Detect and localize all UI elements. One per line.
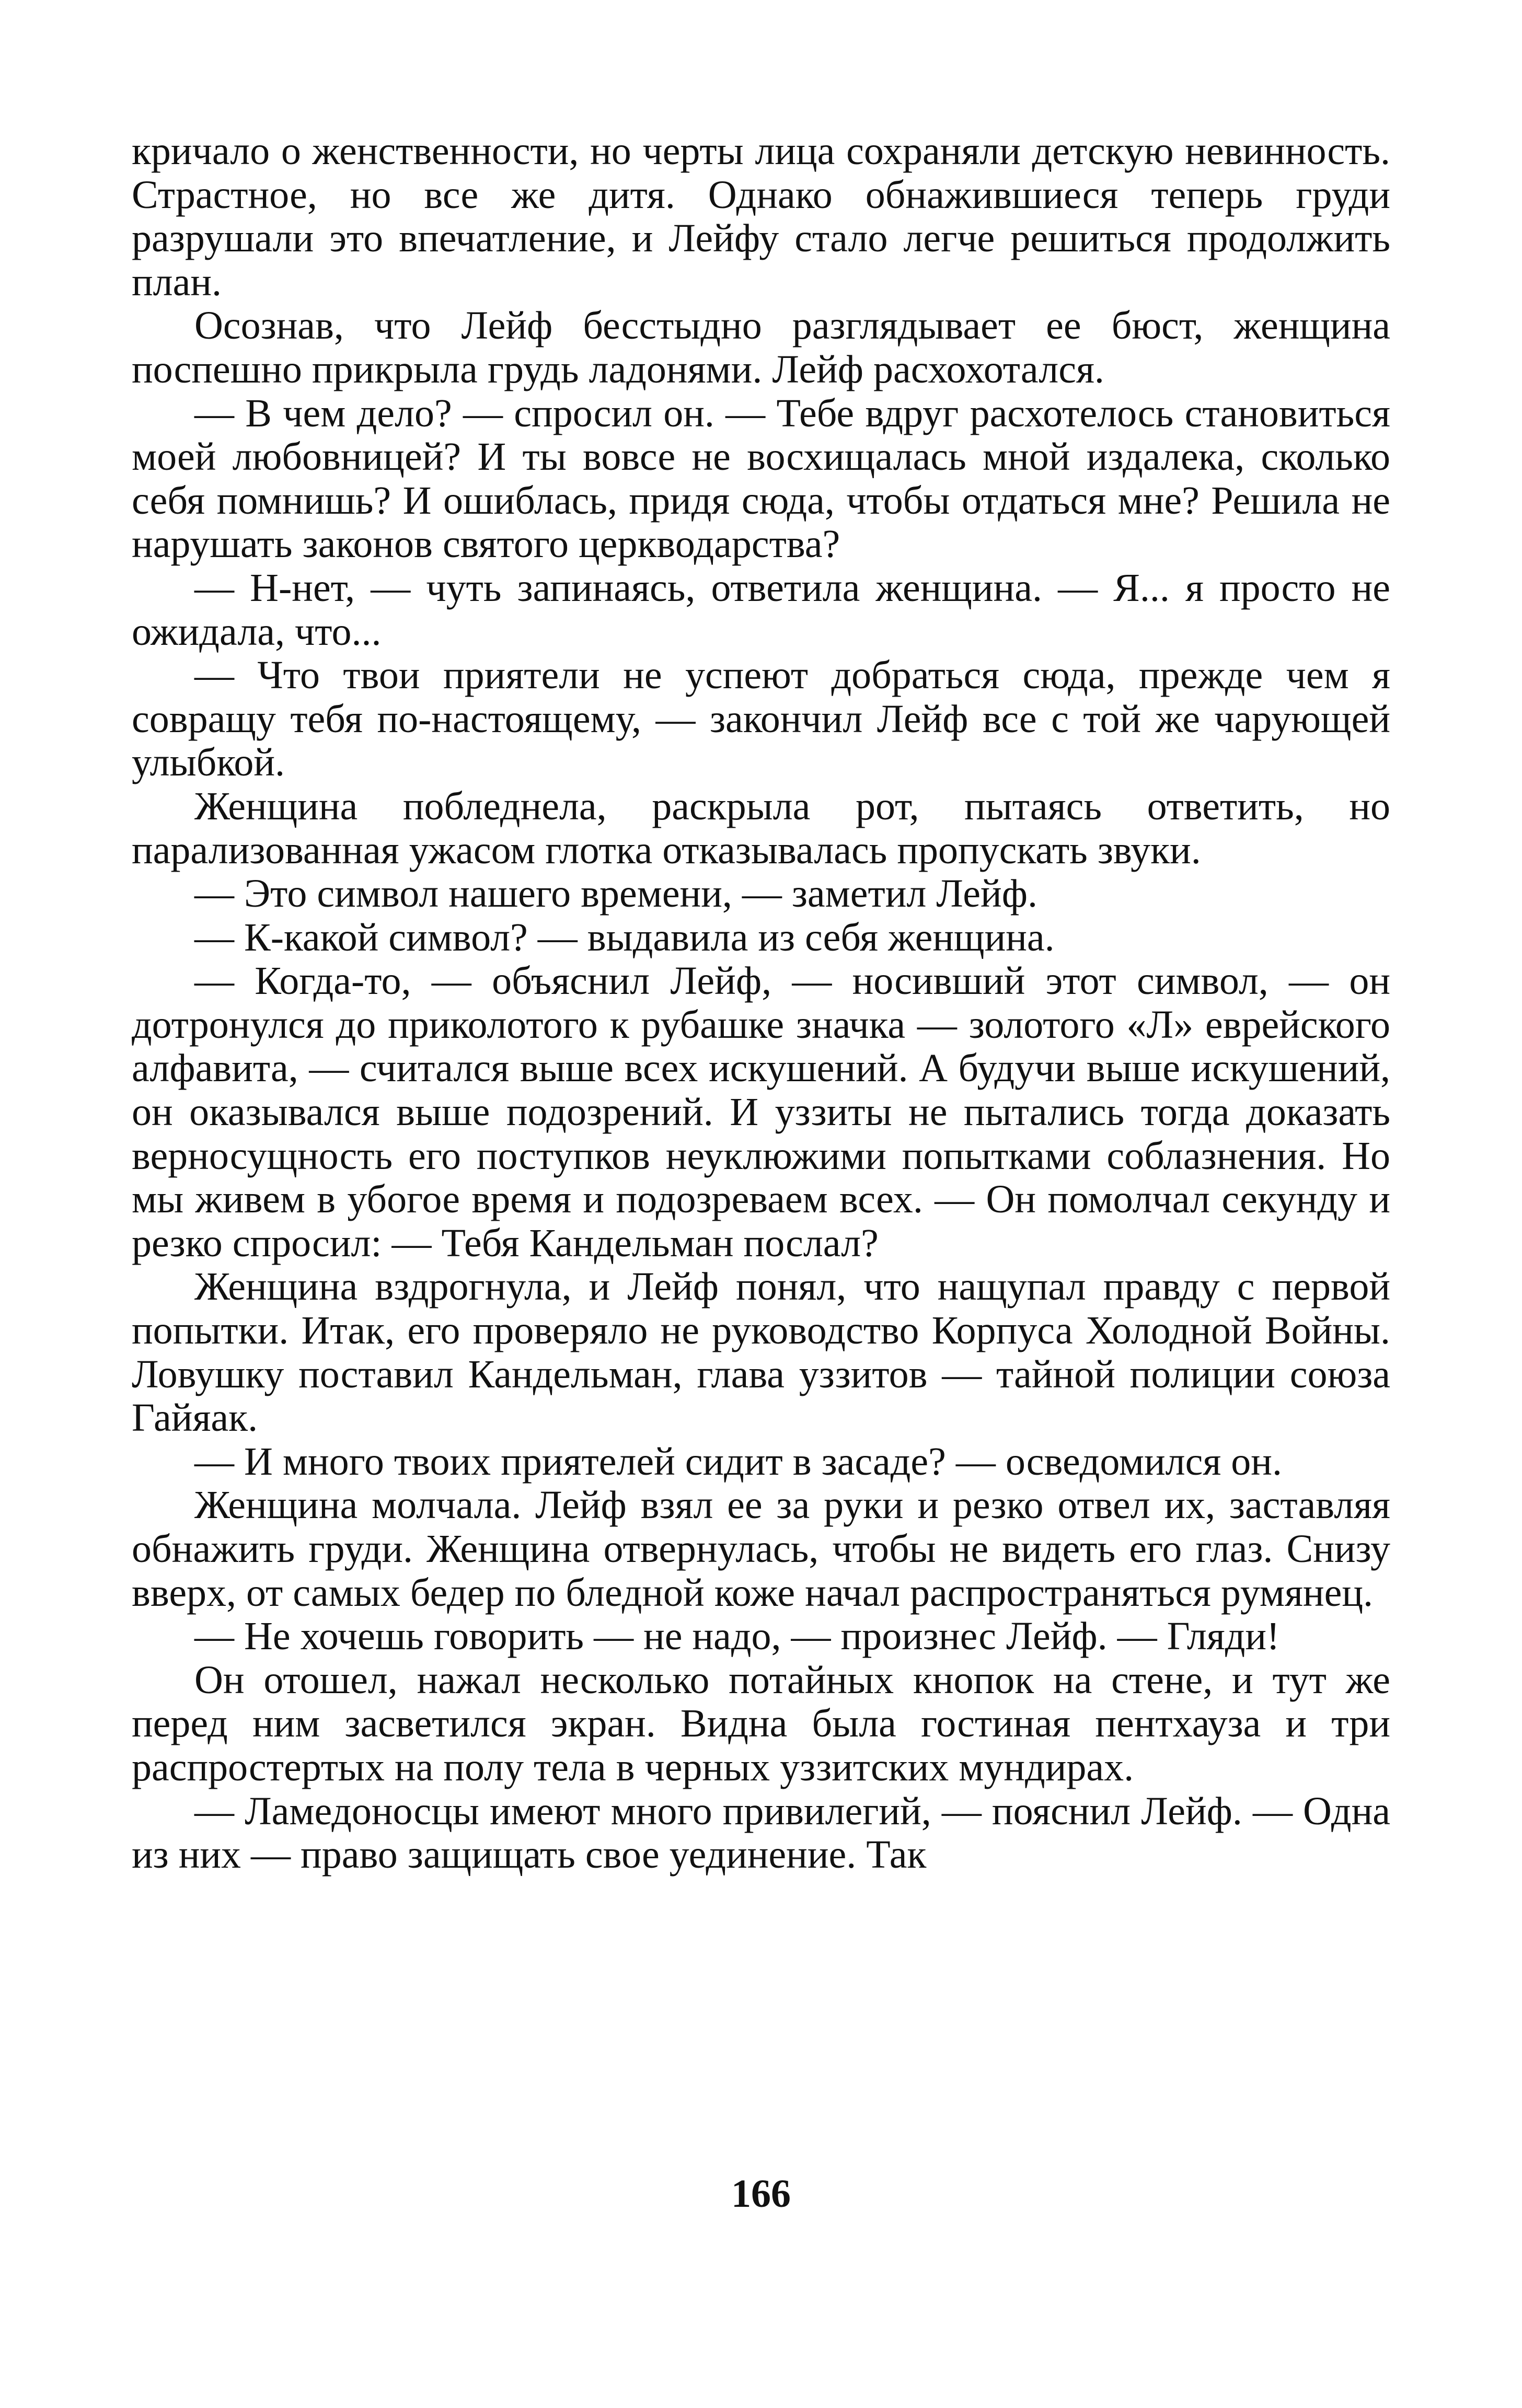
paragraph: — Н-нет, — чуть запинаясь, ответила женщина. — Я... я просто не ожидала, что... — [132, 565, 1390, 654]
paragraph: — К-какой символ? — выдавила из себя женщина. — [194, 915, 1055, 959]
paragraph: — Не хочешь говорить — не надо, — произнес Лейф. — Гляди! — [194, 1614, 1280, 1659]
paragraph: — В чем дело? — спросил он. — Тебе вдруг расхотелось становиться моей любовницей? И ты вовсе не восхищалась мной издалека, сколько себя помнишь? И ошиблась, придя сюда, чтобы отдаться мне? Решила не нарушать законов святого церкводарства? — [132, 391, 1390, 566]
paragraph: Он отошел, нажал несколько потайных кнопок на стене, и тут же перед ним засветился экран. Видна была гостиная пентхауза и три распростертых на полу тела в черных уззитских мундирах. — [132, 1658, 1390, 1789]
paragraph: Женщина побледнела, раскрыла рот, пытаясь ответить, но парализованная ужасом глотка отказывалась пропускать звуки. — [132, 784, 1390, 872]
paragraph: Женщина вздрогнула, и Лейф понял, что нащупал правду с первой попытки. Итак, его проверяло не руководство Корпуса Холодной Войны. Ловушку поставил Кандельман, глава уззитов — тайной полиции союза Гайяак. — [132, 1265, 1390, 1440]
paragraph: — Когда-то, — объяснил Лейф, — носивший этот символ, — он дотронулся до приколотого к рубашке значка — золотого «Л» еврейского алфавита, — считался выше всех искушений. А будучи выше искушений, он оказывался выше подозрений. И уззиты не пытались тогда доказать верносущность его поступков неуклюжими попытками соблазнения. Но мы живем в убогое время и подозреваем всех. — Он помолчал секунду и резко спросил: — Тебя Кандельман послал? — [132, 959, 1390, 1265]
paragraph: — Что твои приятели не успеют добраться сюда, прежде чем я совращу тебя по-настоящему, — закончил Лейф все с той же чарующей улыбкой. — [132, 653, 1390, 785]
body-text — [132, 130, 1390, 1877]
paragraph: Женщина молчала. Лейф взял ее за руки и резко отвел их, заставляя обнажить груди. Женщина отвернулась, чтобы не видеть его глаз. Снизу вверх, от самых бедер по бледной коже начал распространяться румянец. — [132, 1483, 1390, 1615]
paragraph: — Это символ нашего времени, — заметил Лейф. — [194, 872, 1037, 916]
paragraph: — Ламедоносцы имеют много привилегий, — пояснил Лейф. — Одна из них — право защищать свое уединение. Так — [132, 1789, 1390, 1877]
page-number: 166 — [731, 2172, 791, 2216]
paragraph: Осознав, что Лейф бесстыдно разглядывает ее бюст, женщина поспешно прикрыла грудь ладонями. Лейф расхохотался. — [132, 304, 1390, 391]
paragraph: кричало о женственности, но черты лица сохраняли детскую невинность. Страстное, но все же дитя. Однако обнажившиеся теперь груди разрушали это впечатление, и Лейфу стало легче решиться продолжить план. — [132, 129, 1390, 304]
paragraph: — И много твоих приятелей сидит в засаде? — осведомился он. — [194, 1439, 1282, 1484]
